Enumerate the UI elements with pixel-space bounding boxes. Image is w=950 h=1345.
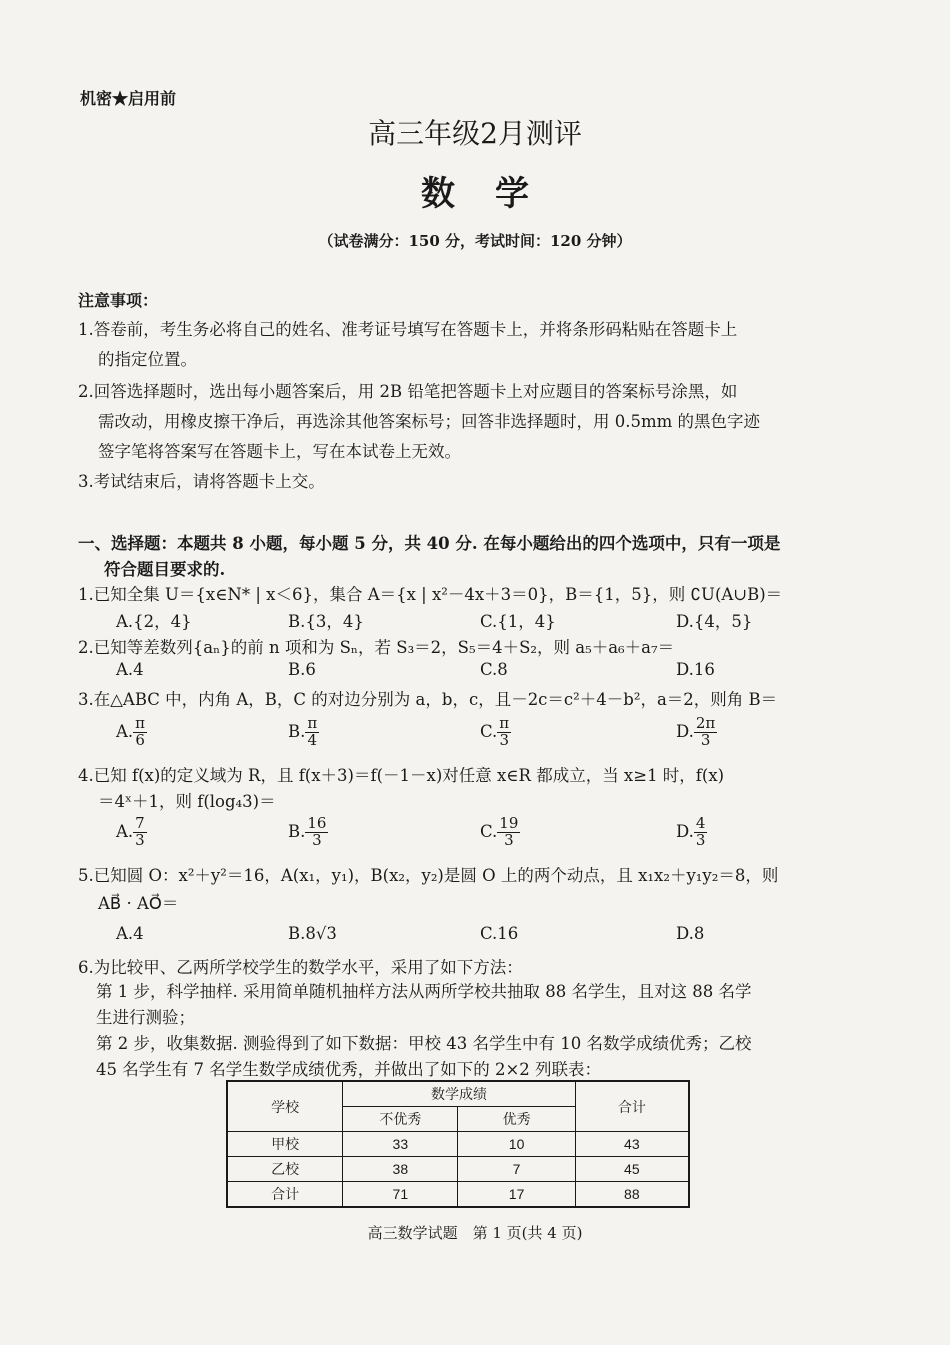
- cell-excellent: 7: [458, 1157, 575, 1182]
- question-4-stem-cont: ＝4ˣ＋1，则 f(log₄3)＝: [98, 792, 276, 811]
- cell-total: 88: [575, 1182, 689, 1208]
- q2-option-c: C.8: [480, 660, 508, 679]
- note-line: 签字笔将答案写在答题卡上，写在本试卷上无效。: [98, 442, 461, 461]
- cell-not-excellent: 38: [343, 1157, 458, 1182]
- fraction: $\frac{7}{3}$: [135, 814, 145, 849]
- question-6-line: 第 1 步，科学抽样. 采用简单随机抽样方法从两所学校共抽取 88 名学生，且对这 88 名学: [96, 982, 752, 1001]
- table-row: [227, 1157, 689, 1182]
- question-5-stem: 5.已知圆 O：x²＋y²＝16，A(x₁，y₁)，B(x₂，y₂)是圆 O 上的两个动点，且 x₁x₂＋y₁y₂＝8，则: [78, 866, 779, 885]
- cell-total: 45: [575, 1157, 689, 1182]
- q4-option-b: B. $\frac{16}{3}$: [288, 814, 327, 849]
- q3-option-a: A. $\frac{\pi}{6}$: [116, 714, 146, 749]
- note-line: 的指定位置。: [98, 350, 197, 369]
- cell-excellent: 10: [458, 1132, 575, 1157]
- q4-option-d: D. $\frac{4}{3}$: [676, 814, 706, 849]
- secret-label: 机密★启用前: [80, 89, 177, 108]
- q3-option-b: B. $\frac{\pi}{4}$: [288, 714, 318, 749]
- q5-option-a: A.4: [116, 924, 144, 943]
- question-3-stem: 3.在△ABC 中，内角 A，B，C 的对边分别为 a，b，c，且－2c＝c²＋4－b²，a＝2，则角 B＝: [78, 690, 778, 709]
- header-school: 学校: [227, 1081, 343, 1132]
- q3-option-c: C. $\frac{\pi}{3}$: [480, 714, 510, 749]
- q4-option-a: A. $\frac{7}{3}$: [116, 814, 145, 849]
- q5-option-d: D.8: [676, 924, 705, 943]
- question-2-stem: 2.已知等差数列{aₙ}的前 n 项和为 Sₙ，若 S₃＝2，S₅＝4＋S₂，则 a₅＋a₆＋a₇＝: [78, 638, 675, 657]
- page-footer: 高三数学试题 第 1 页(共 4 页): [367, 1224, 583, 1242]
- q3-option-d: D. $\frac{2\pi}{3}$: [676, 714, 716, 749]
- row-label: 合计: [227, 1182, 343, 1208]
- contingency-table: [226, 1080, 690, 1208]
- header-math-score: 数学成绩: [343, 1081, 575, 1107]
- question-1-stem: 1.已知全集 U＝{x∈N* | x＜6}，集合 A＝{x | x²－4x＋3＝0}，B＝{1，5}，则 ∁U(A∪B)＝: [78, 585, 783, 604]
- q1-option-b: B.{3，4}: [288, 612, 364, 631]
- q1-option-d: D.{4，5}: [676, 612, 753, 631]
- fraction: $\frac{\pi}{3}$: [499, 714, 510, 749]
- note-line: 2.回答选择题时，选出每小题答案后，用 2B 铅笔把答题卡上对应题目的答案标号涂黑，如: [78, 382, 738, 401]
- q2-option-b: B.6: [288, 660, 316, 679]
- fraction: $\frac{2\pi}{3}$: [695, 714, 716, 749]
- question-6-stem: 6.为比较甲、乙两所学校学生的数学水平，采用了如下方法：: [78, 958, 523, 977]
- fraction: $\frac{16}{3}$: [307, 814, 327, 849]
- table-row: [227, 1182, 689, 1208]
- fraction: $\frac{19}{3}$: [499, 814, 519, 849]
- note-line: 3.考试结束后，请将答题卡上交。: [78, 472, 325, 491]
- table-row: [227, 1132, 689, 1157]
- fraction: $\frac{\pi}{6}$: [135, 714, 146, 749]
- exam-title: 高三年级2月测评: [368, 117, 582, 150]
- cell-excellent: 17: [458, 1182, 575, 1208]
- header-excellent: 优秀: [458, 1107, 575, 1132]
- question-6-line: 45 名学生有 7 名学生数学成绩优秀，并做出了如下的 2×2 列联表：: [96, 1060, 602, 1079]
- q4-option-c: C. $\frac{19}{3}$: [480, 814, 519, 849]
- cell-total: 43: [575, 1132, 689, 1157]
- fraction: $\frac{\pi}{4}$: [307, 714, 318, 749]
- question-6-line: 生进行测验；: [96, 1008, 195, 1027]
- row-label: 甲校: [227, 1132, 343, 1157]
- q5-option-b: B.8√3: [288, 924, 337, 943]
- section-heading-cont: 符合题目要求的.: [104, 560, 226, 579]
- cell-not-excellent: 33: [343, 1132, 458, 1157]
- note-line: 需改动，用橡皮擦干净后，再选涂其他答案标号；回答非选择题时，用 0.5mm 的黑色字迹: [98, 412, 761, 431]
- question-4-stem: 4.已知 f(x)的定义域为 R，且 f(x＋3)＝f(－1－x)对任意 x∈R 都成立，当 x≥1 时，f(x): [78, 766, 725, 785]
- header-not-excellent: 不优秀: [343, 1107, 458, 1132]
- subject-title: 数学: [421, 174, 569, 214]
- table-header-row: [227, 1081, 689, 1107]
- question-5-stem-cont: AB⃗ · AO⃗＝: [98, 894, 179, 913]
- q5-option-c: C.16: [480, 924, 519, 943]
- question-6-line: 第 2 步，收集数据. 测验得到了如下数据：甲校 43 名学生中有 10 名数学成绩优秀；乙校: [96, 1034, 752, 1053]
- row-label: 乙校: [227, 1157, 343, 1182]
- q2-option-d: D.16: [676, 660, 715, 679]
- notes-heading: 注意事项：: [78, 291, 159, 310]
- q2-option-a: A.4: [116, 660, 144, 679]
- score-info: （试卷满分：150 分，考试时间：120 分钟）: [318, 232, 632, 250]
- header-total: 合计: [575, 1081, 689, 1132]
- section-heading: 一、选择题：本题共 8 小题，每小题 5 分，共 40 分. 在每小题给出的四个选项中，只有一项是: [78, 534, 781, 553]
- note-line: 1.答卷前，考生务必将自己的姓名、准考证号填写在答题卡上，并将条形码粘贴在答题卡上: [78, 320, 738, 339]
- q1-option-a: A.{2，4}: [116, 612, 192, 631]
- fraction: $\frac{4}{3}$: [695, 814, 706, 849]
- q1-option-c: C.{1，4}: [480, 612, 556, 631]
- cell-not-excellent: 71: [343, 1182, 458, 1208]
